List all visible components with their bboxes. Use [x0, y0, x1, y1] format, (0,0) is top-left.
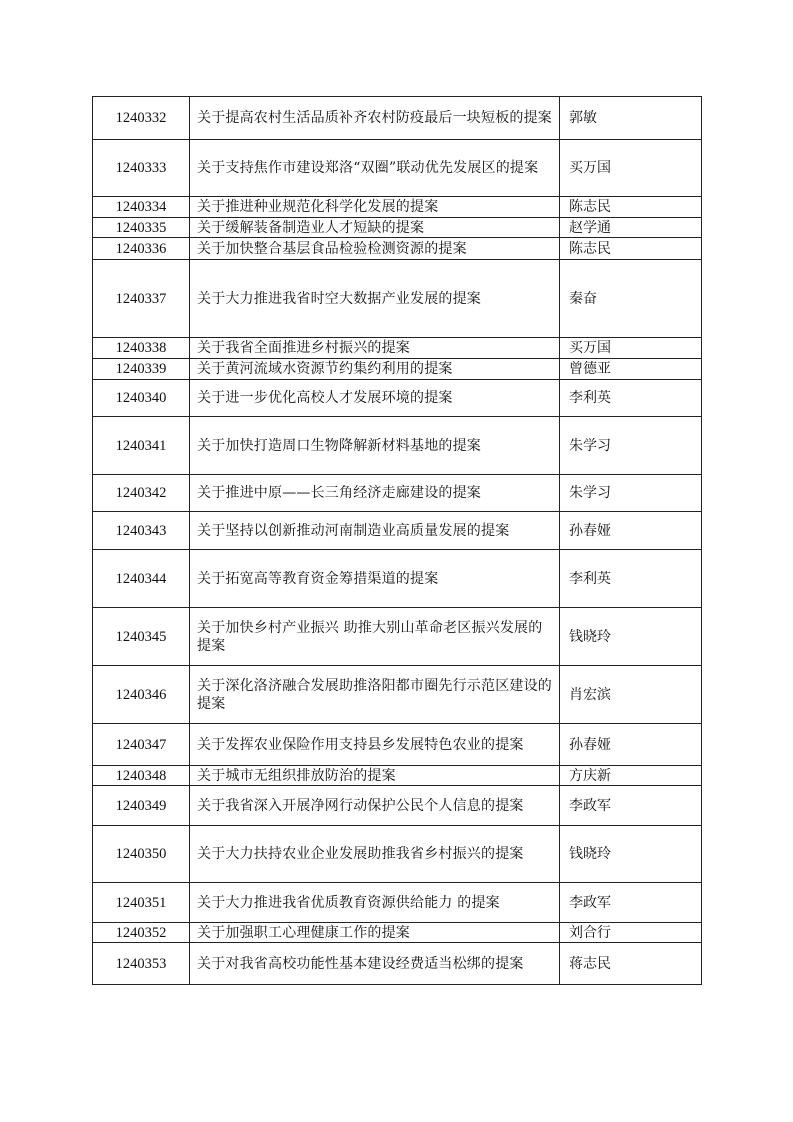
table-row — [93, 608, 702, 666]
proposal-title: 关于支持焦作市建设郑洛“双圈”联动优先发展区的提案 — [190, 140, 560, 197]
table-row — [93, 550, 702, 608]
proposal-id: 1240337 — [93, 260, 190, 338]
table-row — [93, 260, 702, 338]
proposal-title: 关于发挥农业保险作用支持县乡发展特色农业的提案 — [190, 724, 560, 766]
proposal-table-container — [92, 96, 701, 985]
proposal-title: 关于加强职工心理健康工作的提案 — [190, 923, 560, 943]
proposer-name: 买万国 — [560, 140, 702, 197]
proposal-id: 1240342 — [93, 475, 190, 512]
proposal-title: 关于坚持以创新推动河南制造业高质量发展的提案 — [190, 512, 560, 550]
proposal-title: 关于我省深入开展净网行动保护公民个人信息的提案 — [190, 786, 560, 826]
proposal-id: 1240341 — [93, 417, 190, 475]
proposer-name: 李利英 — [560, 380, 702, 417]
proposer-name: 秦奋 — [560, 260, 702, 338]
proposal-id: 1240352 — [93, 923, 190, 943]
table-row — [93, 97, 702, 140]
proposer-name: 孙春娅 — [560, 512, 702, 550]
proposal-id: 1240338 — [93, 338, 190, 359]
proposer-name: 李利英 — [560, 550, 702, 608]
proposer-name: 朱学习 — [560, 475, 702, 512]
proposer-name: 陈志民 — [560, 238, 702, 260]
table-row — [93, 883, 702, 923]
proposer-name: 孙春娅 — [560, 724, 702, 766]
proposer-name: 李政军 — [560, 883, 702, 923]
table-row — [93, 380, 702, 417]
table-row — [93, 338, 702, 359]
proposer-name: 朱学习 — [560, 417, 702, 475]
proposal-title: 关于对我省高校功能性基本建设经费适当松绑的提案 — [190, 943, 560, 985]
proposal-id: 1240348 — [93, 766, 190, 786]
proposal-id: 1240332 — [93, 97, 190, 140]
table-row — [93, 218, 702, 238]
table-row — [93, 923, 702, 943]
proposal-id: 1240336 — [93, 238, 190, 260]
table-row — [93, 475, 702, 512]
proposal-title: 关于拓宽高等教育资金筹措渠道的提案 — [190, 550, 560, 608]
proposal-title: 关于进一步优化高校人才发展环境的提案 — [190, 380, 560, 417]
table-row — [93, 512, 702, 550]
table-row — [93, 826, 702, 883]
proposal-id: 1240335 — [93, 218, 190, 238]
proposal-id: 1240346 — [93, 666, 190, 724]
table-row — [93, 766, 702, 786]
proposal-id: 1240350 — [93, 826, 190, 883]
table-row — [93, 140, 702, 197]
proposal-title: 关于推进种业规范化科学化发展的提案 — [190, 197, 560, 218]
proposer-name: 方庆新 — [560, 766, 702, 786]
proposer-name: 蒋志民 — [560, 943, 702, 985]
proposal-id: 1240334 — [93, 197, 190, 218]
proposal-title: 关于城市无组织排放防治的提案 — [190, 766, 560, 786]
proposal-title: 关于黄河流域水资源节约集约利用的提案 — [190, 359, 560, 380]
proposer-name: 肖宏滨 — [560, 666, 702, 724]
table-row — [93, 943, 702, 985]
proposer-name: 买万国 — [560, 338, 702, 359]
proposal-title: 关于大力推进我省时空大数据产业发展的提案 — [190, 260, 560, 338]
proposal-id: 1240347 — [93, 724, 190, 766]
proposal-title: 关于加快打造周口生物降解新材料基地的提案 — [190, 417, 560, 475]
proposer-name: 李政军 — [560, 786, 702, 826]
proposal-id: 1240333 — [93, 140, 190, 197]
table-row — [93, 666, 702, 724]
proposal-id: 1240345 — [93, 608, 190, 666]
proposal-title: 关于提高农村生活品质补齐农村防疫最后一块短板的提案 — [190, 97, 560, 140]
table-row — [93, 359, 702, 380]
proposal-title: 关于我省全面推进乡村振兴的提案 — [190, 338, 560, 359]
table-row — [93, 417, 702, 475]
proposal-id: 1240349 — [93, 786, 190, 826]
table-row — [93, 238, 702, 260]
table-row — [93, 786, 702, 826]
proposer-name: 赵学通 — [560, 218, 702, 238]
proposal-table — [92, 96, 702, 985]
proposal-title: 关于加快乡村产业振兴 助推大别山革命老区振兴发展的提案 — [190, 608, 560, 666]
proposal-title: 关于大力推进我省优质教育资源供给能力 的提案 — [190, 883, 560, 923]
proposal-title: 关于深化洛济融合发展助推洛阳都市圈先行示范区建设的提案 — [190, 666, 560, 724]
proposer-name: 钱晓玲 — [560, 826, 702, 883]
proposal-title: 关于推进中原——长三角经济走廊建设的提案 — [190, 475, 560, 512]
proposal-title: 关于缓解装备制造业人才短缺的提案 — [190, 218, 560, 238]
proposer-name: 曾德亚 — [560, 359, 702, 380]
proposal-title: 关于加快整合基层食品检验检测资源的提案 — [190, 238, 560, 260]
proposer-name: 郭敏 — [560, 97, 702, 140]
proposal-title: 关于大力扶持农业企业发展助推我省乡村振兴的提案 — [190, 826, 560, 883]
proposer-name: 刘合行 — [560, 923, 702, 943]
proposal-id: 1240353 — [93, 943, 190, 985]
proposal-id: 1240339 — [93, 359, 190, 380]
proposal-id: 1240340 — [93, 380, 190, 417]
proposer-name: 陈志民 — [560, 197, 702, 218]
proposal-id: 1240351 — [93, 883, 190, 923]
proposer-name: 钱晓玲 — [560, 608, 702, 666]
table-row — [93, 724, 702, 766]
proposal-id: 1240344 — [93, 550, 190, 608]
table-row — [93, 197, 702, 218]
proposal-id: 1240343 — [93, 512, 190, 550]
